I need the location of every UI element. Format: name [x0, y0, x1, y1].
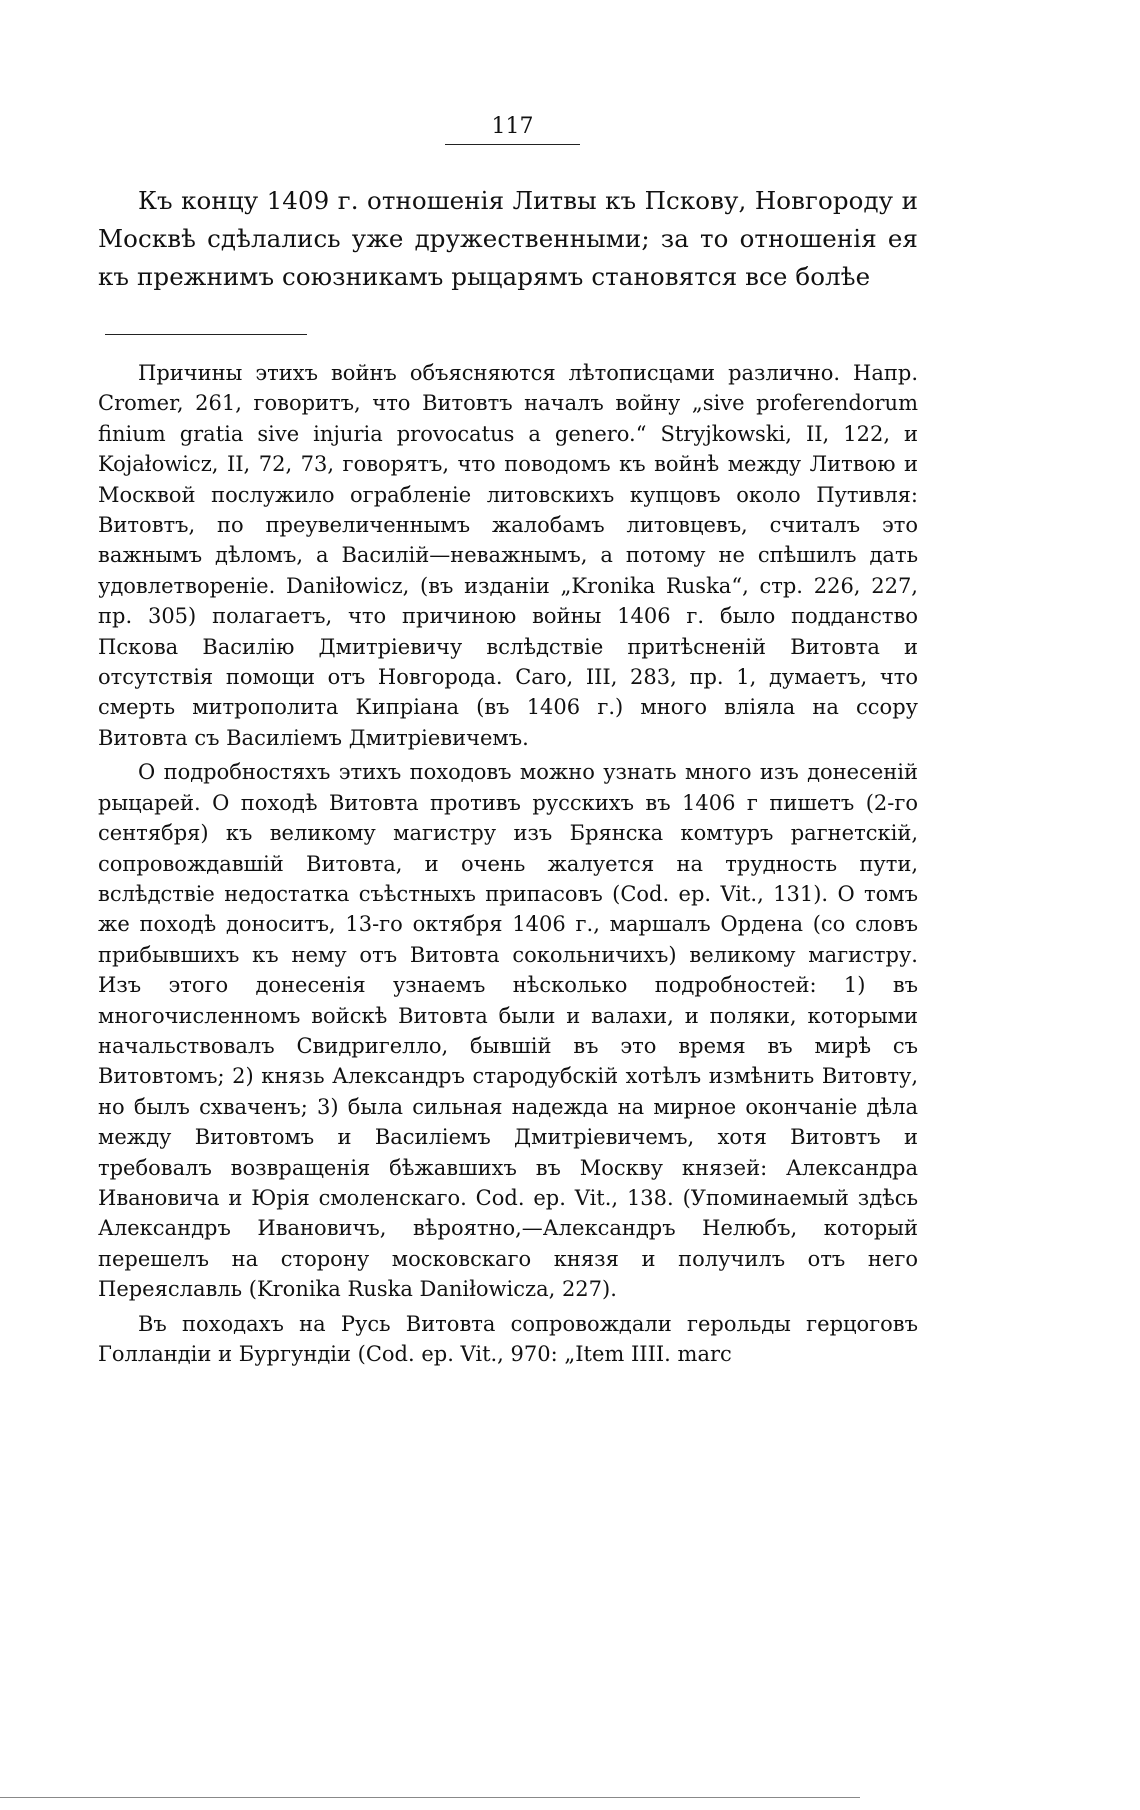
scan-edge-line: [0, 1797, 860, 1798]
footnote-paragraph-1: Причины этихъ войнъ объясняются лѣтописцами различно. Напр. Cromer, 261, говоритъ, что Витовтъ началъ войну „sive proferendorum finium gratia sive injuria provocatus a genero.“ Stryjkowski, II, 122, и Kojałowicz, II, 72, 73, говорятъ, что поводомъ къ войнѣ между Литвою и Москвой послужило ограбленіе литовскихъ купцовъ около Путивля: Витовтъ, по преувеличеннымъ жалобамъ литовцевъ, считалъ это важнымъ дѣломъ, а Василій—неважнымъ, а потому не спѣшилъ дать удовлетвореніе. Daniłowicz, (въ изданіи „Kronika Ruska“, стр. 226, 227, пр. 305) полагаетъ, что причиною войны 1406 г. было подданство Пскова Василію Дмитріевичу вслѣдствіе притѣсненій Витовта и отсутствія помощи отъ Новгорода. Caro, III, 283, пр. 1, думаетъ, что смерть митрополита Кипріана (въ 1406 г.) много вліяла на ссору Витовта съ Василіемъ Дмитріевичемъ.: [98, 361, 918, 750]
footnote-rule: [105, 334, 307, 335]
main-text: [98, 182, 918, 296]
main-paragraph: Къ концу 1409 г. отношенія Литвы къ Пскову, Новгороду и Москвѣ сдѣлались уже дружественными; за то отношенія ея къ прежнимъ союзникамъ рыцарямъ становятся все болѣе: [98, 186, 918, 291]
footnotes: [98, 358, 918, 1369]
page-number: 117: [445, 112, 580, 145]
footnote-paragraph-2: О подробностяхъ этихъ походовъ можно узнать много изъ донесеній рыцарей. О походѣ Витовта противъ русскихъ въ 1406 г пишетъ (2-го сентября) къ великому магистру изъ Брянска комтуръ рагнетскій, сопровождавшій Витовта, и очень жалуется на трудность пути, вслѣдствіе недостатка съѣстныхъ припасовъ (Cod. ep. Vit., 131). О томъ же походѣ доноситъ, 13-го октября 1406 г., маршалъ Ордена (со словъ прибывшихъ къ нему отъ Витовта сокольничихъ) великому магистру. Изъ этого донесенія узнаемъ нѣсколько подробностей: 1) въ многочисленномъ войскѣ Витовта были и валахи, и поляки, которыми начальствовалъ Свидригелло, бывшій въ это время въ мирѣ съ Витовтомъ; 2) князь Александръ стародубскій хотѣлъ измѣнить Витовту, но былъ схваченъ; 3) была сильная надежда на мирное окончаніе дѣла между Витовтомъ и Василіемъ Дмитріевичемъ, хотя Витовтъ и требовалъ возвращенія бѣжавшихъ въ Москву князей: Александра Ивановича и Юрія смоленскаго. Cod. ep. Vit., 138. (Упоминаемый здѣсь Александръ Ивановичъ, вѣроятно,—Александръ Нелюбъ, который перешелъ на сторону московскаго князя и получилъ отъ него Переяславль (Kronika Ruska Daniłowicza, 227).: [98, 760, 918, 1302]
footnote-paragraph-3: Въ походахъ на Русь Витовта сопровождали герольды герцоговъ Голландіи и Бургундіи (Cod. ep. Vit., 970: „Item IIII. marc: [98, 1311, 918, 1366]
